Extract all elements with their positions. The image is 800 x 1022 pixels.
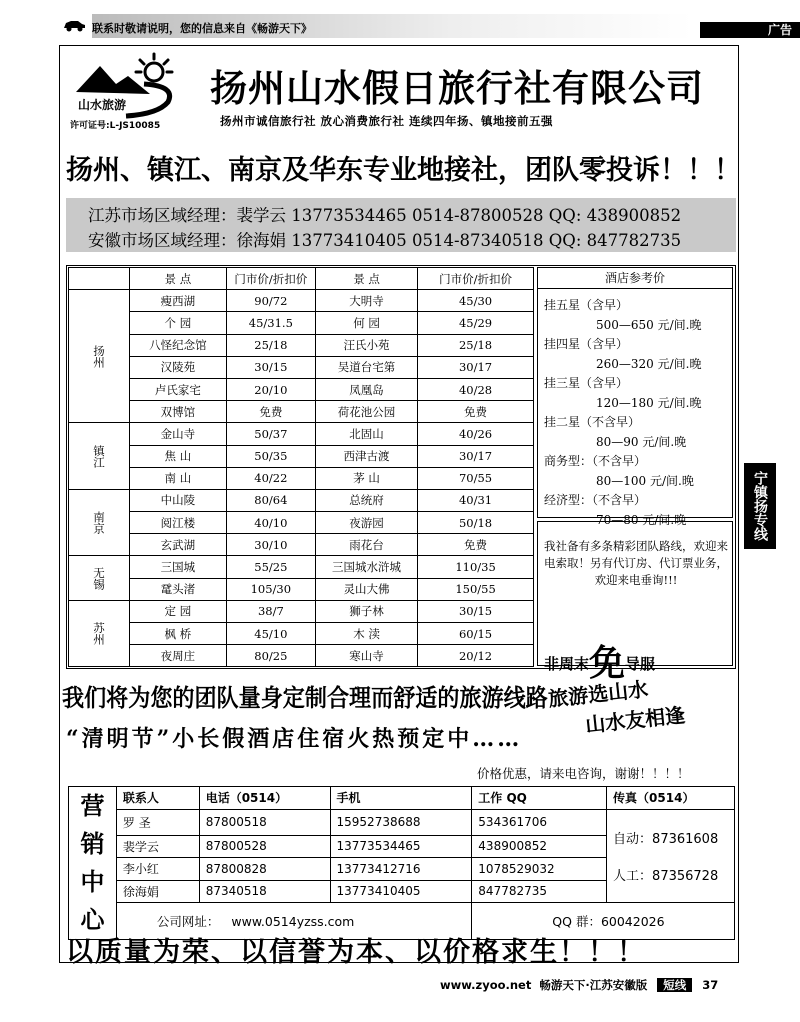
attraction-name: 八怪纪念馆 [130, 334, 227, 356]
manager-jiangsu: 江苏市场区域经理：裴学云 13773534465 0514-87800528 QQ: 438900852 [88, 206, 682, 225]
attraction-price: 150/55 [418, 578, 534, 600]
fax-numbers [607, 809, 735, 903]
side-tab: 宁镇扬专线 [744, 463, 776, 549]
sales-center-label [69, 787, 117, 940]
attraction-name: 双博馆 [130, 401, 227, 423]
top-header [0, 0, 800, 38]
hotel-grade: 挂五星（含早） [544, 298, 629, 312]
column-header: 门市价/折扣价 [226, 268, 315, 290]
attraction-price: 40/31 [418, 489, 534, 511]
promo-text: 我社备有多条精彩团队路线，欢迎来电索取！另有代订房、代订票业务，欢迎来电垂询!!! [544, 539, 728, 587]
table-row [69, 534, 534, 556]
attraction-price: 50/37 [226, 423, 315, 445]
attraction-price: 40/10 [226, 512, 315, 534]
table-row [69, 512, 534, 534]
table-row [69, 623, 534, 645]
attraction-name: 中山陵 [130, 489, 227, 511]
contact-mobile: 13773412716 [330, 858, 472, 881]
contact-phone: 87800828 [199, 858, 330, 881]
sales-center-table [68, 786, 735, 940]
price-note: 价格优惠，请来电咨询，谢谢！！！！ [477, 766, 690, 781]
attraction-name: 总统府 [315, 489, 417, 511]
attraction-name: 茅 山 [315, 467, 417, 489]
attraction-name: 南 山 [130, 467, 227, 489]
hotel-rate: 260—320 元/间.晚 [596, 356, 702, 371]
main-slogan: 扬州、镇江、南京及华东专业地接社，团队零投诉！！！ [66, 155, 741, 186]
attraction-price: 105/30 [226, 578, 315, 600]
company-tagline: 扬州市诚信旅行社 放心消费旅行社 连续四年扬、镇地接前五强 [220, 114, 554, 128]
travel-slogan-line2: 山水友相逢 [584, 702, 687, 738]
manager-contacts [66, 198, 736, 252]
attraction-price: 30/17 [418, 356, 534, 378]
attraction-name: 瘦西湖 [130, 290, 227, 312]
attraction-price: 30/10 [226, 534, 315, 556]
attraction-price: 45/10 [226, 623, 315, 645]
table-row [69, 556, 534, 578]
contact-phone: 87800528 [199, 835, 330, 858]
custom-routes-headline: 我们将为您的团队量身定制合理而舒适的旅游线路 [62, 684, 548, 712]
qq-group: QQ 群：60042026 [472, 903, 735, 940]
guide-post: 导服 [625, 655, 656, 673]
travel-slogan-line1: 旅游选山水 [547, 676, 650, 712]
attraction-name: 玄武湖 [130, 534, 227, 556]
attraction-price: 45/29 [418, 312, 534, 334]
contact-name: 李小红 [116, 858, 199, 881]
sales-header-row [69, 787, 735, 810]
sales-label-char: 中 [80, 867, 105, 896]
attraction-price: 免费 [418, 401, 534, 423]
contact-phone: 87340518 [199, 880, 330, 903]
attraction-name: 雨花台 [315, 534, 417, 556]
sales-label-char: 营 [80, 791, 105, 820]
attraction-name: 荷花池公园 [315, 401, 417, 423]
license-number: 许可证号:L-JS10085 [70, 121, 161, 131]
contact-phone: 87800518 [199, 809, 330, 835]
contact-mobile: 13773534465 [330, 835, 472, 858]
hotel-rate: 80—90 元/间.晚 [596, 434, 687, 449]
attraction-price: 免费 [226, 401, 315, 423]
attraction-price: 45/30 [418, 290, 534, 312]
attraction-name: 灵山大佛 [315, 578, 417, 600]
column-header: 工作 QQ [472, 787, 607, 810]
table-row [69, 290, 534, 312]
column-header: 景 点 [130, 268, 227, 290]
attraction-name: 三国城 [130, 556, 227, 578]
attraction-price: 38/7 [226, 600, 315, 622]
promo-box [537, 521, 733, 684]
column-header: 门市价/折扣价 [418, 268, 534, 290]
guide-free: 免 [589, 642, 626, 684]
contact-qq: 1078529032 [472, 858, 607, 881]
attraction-price: 30/17 [418, 445, 534, 467]
hotel-rate: 70—80 元/间.晚 [596, 512, 687, 527]
contact-qq: 534361706 [472, 809, 607, 835]
table-row [69, 445, 534, 467]
region-label: 无锡 [69, 556, 130, 600]
page-number: 37 [702, 978, 719, 992]
table-row [69, 467, 534, 489]
contact-qq: 847782735 [472, 880, 607, 903]
website-link[interactable]: www.0514yzss.com [231, 914, 355, 929]
attraction-price: 45/31.5 [226, 312, 315, 334]
contact-qq: 438900852 [472, 835, 607, 858]
attraction-price: 40/28 [418, 378, 534, 400]
footer-magazine: 畅游天下·江苏安徽版 [539, 978, 648, 992]
attraction-name: 夜周庄 [130, 645, 227, 667]
table-row [69, 645, 534, 667]
ad-tag: 广告 [700, 22, 800, 38]
attraction-price: 80/25 [226, 645, 315, 667]
attraction-name: 何 园 [315, 312, 417, 334]
attraction-price: 60/15 [418, 623, 534, 645]
footer-site[interactable]: www.zyoo.net [440, 978, 532, 992]
hotel-title: 酒店参考价 [538, 268, 732, 289]
attraction-price: 20/12 [418, 645, 534, 667]
source-notice: 联系时敬请说明，您的信息来自《畅游天下》 [92, 22, 312, 35]
region-header [69, 268, 130, 290]
attraction-name: 金山寺 [130, 423, 227, 445]
region-label: 扬州 [69, 290, 130, 423]
table-row [69, 356, 534, 378]
column-header: 手机 [330, 787, 472, 810]
guide-pre: 非周末 [544, 655, 590, 673]
table-row [69, 423, 534, 445]
contact-mobile: 13773410405 [330, 880, 472, 903]
table-row [69, 312, 534, 334]
attraction-name: 大明寺 [315, 290, 417, 312]
attraction-name: 西津古渡 [315, 445, 417, 467]
company-motto: 以质量为荣、以信誉为本、以价格求生！！！ [66, 937, 646, 968]
attraction-name: 汉陵苑 [130, 356, 227, 378]
attraction-name: 定 园 [130, 600, 227, 622]
company-name: 扬州山水假日旅行社有限公司 [210, 66, 704, 110]
attraction-price: 50/18 [418, 512, 534, 534]
hotel-rate: 120—180 元/间.晚 [596, 395, 702, 410]
column-header: 景 点 [315, 268, 417, 290]
column-header: 传真（0514） [607, 787, 735, 810]
attraction-price: 90/72 [226, 290, 315, 312]
contact-name: 徐海娟 [116, 880, 199, 903]
attraction-price: 免费 [418, 534, 534, 556]
table-row [69, 600, 534, 622]
fax-manual: 人工：87356728 [613, 868, 719, 884]
attraction-price: 55/25 [226, 556, 315, 578]
attraction-name: 狮子林 [315, 600, 417, 622]
hotel-grade: 商务型：（不含早） [544, 454, 647, 468]
price-header-row [69, 268, 534, 290]
hotel-rate: 500—650 元/间.晚 [596, 317, 702, 332]
footer-section: 短线 [657, 978, 692, 992]
attraction-name: 枫 桥 [130, 623, 227, 645]
attraction-name: 寒山寺 [315, 645, 417, 667]
hotel-rate: 80—100 元/间.晚 [596, 473, 694, 488]
contact-mobile: 15952738688 [330, 809, 472, 835]
attraction-name: 三国城水浒城 [315, 556, 417, 578]
attraction-price-table [68, 267, 534, 667]
attraction-name: 凤凰岛 [315, 378, 417, 400]
attraction-name: 吴道台宅第 [315, 356, 417, 378]
attraction-price: 40/22 [226, 467, 315, 489]
attraction-price: 40/26 [418, 423, 534, 445]
sales-label-char: 心 [80, 905, 105, 934]
attraction-price: 25/18 [226, 334, 315, 356]
hotel-grade: 挂四星（含早） [544, 337, 629, 351]
qingming-promo: “清明节”小长假酒店住宿火热预定中…… [66, 726, 523, 752]
table-row [69, 578, 534, 600]
attraction-name: 夜游园 [315, 512, 417, 534]
contact-name: 罗 圣 [116, 809, 199, 835]
page-footer [440, 977, 718, 993]
table-row [69, 378, 534, 400]
table-row [69, 809, 735, 835]
car-icon [62, 18, 86, 32]
hotel-grade: 挂三星（含早） [544, 376, 629, 390]
attraction-name: 鼋头渚 [130, 578, 227, 600]
region-label: 南京 [69, 489, 130, 556]
attraction-price: 30/15 [418, 600, 534, 622]
attraction-price: 20/10 [226, 378, 315, 400]
table-row [69, 401, 534, 423]
table-row [69, 334, 534, 356]
attraction-price: 70/55 [418, 467, 534, 489]
attraction-name: 北固山 [315, 423, 417, 445]
logo-text: 山水旅游 [78, 98, 127, 112]
attraction-price: 30/15 [226, 356, 315, 378]
attraction-name: 焦 山 [130, 445, 227, 467]
fax-auto: 自动：87361608 [613, 831, 719, 847]
sales-label-char: 销 [80, 829, 105, 858]
hotel-grade: 挂二星（不含早） [544, 415, 641, 429]
column-header: 联系人 [116, 787, 199, 810]
attraction-price: 25/18 [418, 334, 534, 356]
hotel-grade: 经济型：（不含早） [544, 493, 647, 507]
region-label: 苏州 [69, 600, 130, 667]
column-header: 电话（0514） [199, 787, 330, 810]
attraction-name: 个 园 [130, 312, 227, 334]
hotel-reference-prices [537, 267, 733, 527]
website-label: 公司网址： [156, 914, 220, 929]
attraction-price: 110/35 [418, 556, 534, 578]
attraction-price: 80/64 [226, 489, 315, 511]
contact-name: 裴学云 [116, 835, 199, 858]
attraction-name: 木 渎 [315, 623, 417, 645]
attraction-name: 阅江楼 [130, 512, 227, 534]
manager-anhui: 安徽市场区域经理：徐海娟 13773410405 0514-87340518 QQ: 847782735 [88, 231, 682, 250]
attraction-price: 50/35 [226, 445, 315, 467]
region-label: 镇江 [69, 423, 130, 490]
table-row [69, 489, 534, 511]
attraction-name: 卢氏家宅 [130, 378, 227, 400]
attraction-name: 汪氏小苑 [315, 334, 417, 356]
